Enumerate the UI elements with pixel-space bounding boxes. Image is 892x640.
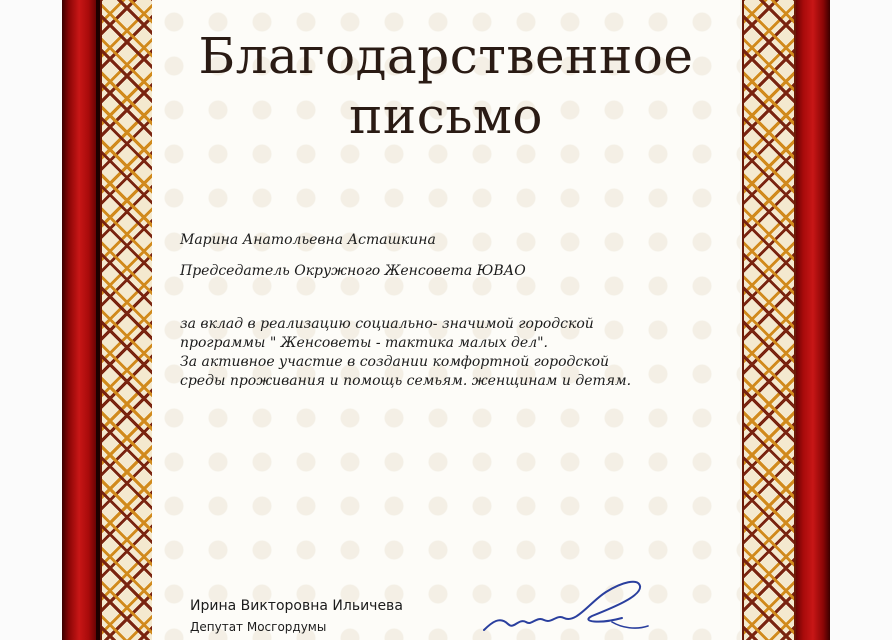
ornament-border-left	[100, 0, 154, 640]
title-line-1: Благодарственное	[198, 27, 694, 85]
recipient-name: Марина Анатольевна Асташкина	[180, 232, 436, 248]
certificate-paper	[152, 0, 740, 640]
reason-paragraph	[180, 315, 740, 391]
recipient-role: Председатель Окружного Женсовета ЮВАО	[180, 263, 526, 279]
red-frame-right	[792, 0, 830, 640]
signature-icon	[472, 572, 672, 640]
reason-line: среды проживания и помощь семьям. женщинам и детям.	[180, 373, 632, 389]
reason-line: за вклад в реализацию социально- значимой городской	[180, 316, 594, 332]
red-frame-left	[62, 0, 100, 640]
outer-margin-right	[830, 0, 892, 640]
title-line-2: письмо	[349, 87, 543, 145]
outer-margin-left	[0, 0, 62, 640]
signer-name: Ирина Викторовна Ильичева	[190, 598, 403, 614]
reason-line: За активное участие в создании комфортной городской	[180, 354, 610, 370]
signer-title: Депутат Мосгордумы	[190, 620, 327, 634]
ornament-border-right	[742, 0, 796, 640]
reason-line: программы " Женсоветы - тактика малых дел".	[180, 335, 549, 351]
